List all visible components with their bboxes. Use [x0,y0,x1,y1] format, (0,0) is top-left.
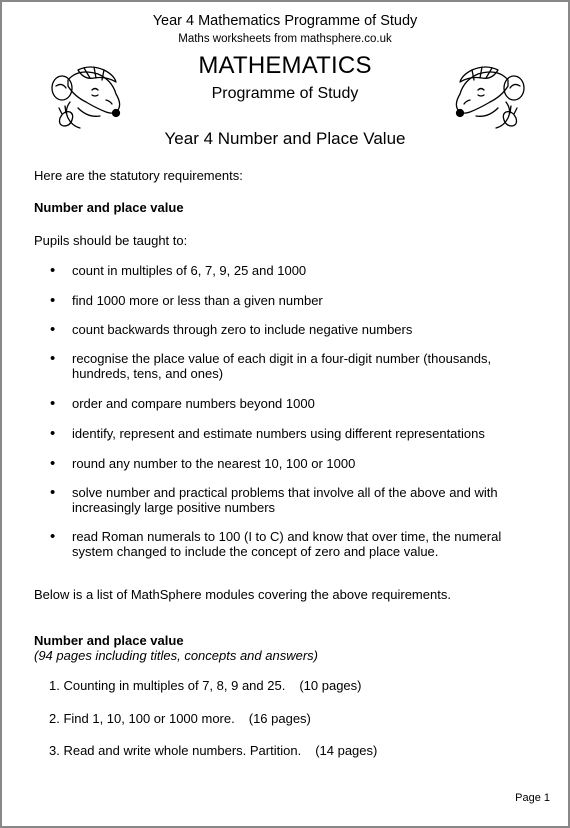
bullet-icon: • [50,321,56,338]
page-number: Page 1 [515,792,550,804]
module-pages: (16 pages) [248,711,311,726]
modules-intro: Below is a list of MathSphere modules covering the above requirements. [34,587,451,602]
list-item-text: round any number to the nearest 10, 100 or 1000 [72,456,356,471]
document-subtitle: Maths worksheets from mathsphere.co.uk [178,33,392,45]
bullet-icon: • [50,484,56,501]
modules-heading: Number and place value [34,633,184,648]
bullet-icon: • [50,528,56,545]
list-item-text: recognise the place value of each digit in a four-digit number (thousands, hundreds, tens, and ones) [72,351,492,381]
main-title: MATHEMATICS [198,52,372,79]
list-item-text: find 1000 more or less than a given number [72,293,323,308]
bullet-icon: • [50,350,56,367]
module-item [49,711,311,726]
bullet-icon: • [50,455,56,472]
mouse-mascot-icon [450,64,528,130]
bullet-icon: • [50,395,56,412]
list-item-text: read Roman numerals to 100 (I to C) and know that over time, the numeral system changed to include the concept of zero and place value. [72,529,502,559]
bullet-icon: • [50,262,56,279]
list-item-text: count in multiples of 6, 7, 9, 25 and 1000 [72,263,307,278]
bullet-icon: • [50,292,56,309]
main-subtitle: Programme of Study [211,85,359,102]
list-item-text: count backwards through zero to include negative numbers [72,322,413,337]
module-pages: (10 pages) [299,678,362,693]
module-item [49,678,361,693]
list-item-text: identify, represent and estimate numbers using different representations [72,426,485,441]
section-heading: Year 4 Number and Place Value [164,129,406,148]
list-item-text: solve number and practical problems that involve all of the above and with increasingly large positive numbers [72,485,498,515]
bullet-icon: • [50,425,56,442]
requirements-heading: Number and place value [34,200,184,215]
taught-intro: Pupils should be taught to: [34,233,188,248]
modules-note: (94 pages including titles, concepts and answers) [34,648,318,663]
module-label: 2. Find 1, 10, 100 or 1000 more. [49,711,235,726]
module-label: 1. Counting in multiples of 7, 8, 9 and 25. [49,678,286,693]
mouse-mascot-icon [48,64,126,130]
module-pages: (14 pages) [315,743,378,758]
module-item [49,743,377,758]
module-label: 3. Read and write whole numbers. Partition. [49,743,302,758]
intro-text: Here are the statutory requirements: [34,168,243,183]
list-item-text: order and compare numbers beyond 1000 [72,396,315,411]
document-title: Year 4 Mathematics Programme of Study [152,13,418,29]
